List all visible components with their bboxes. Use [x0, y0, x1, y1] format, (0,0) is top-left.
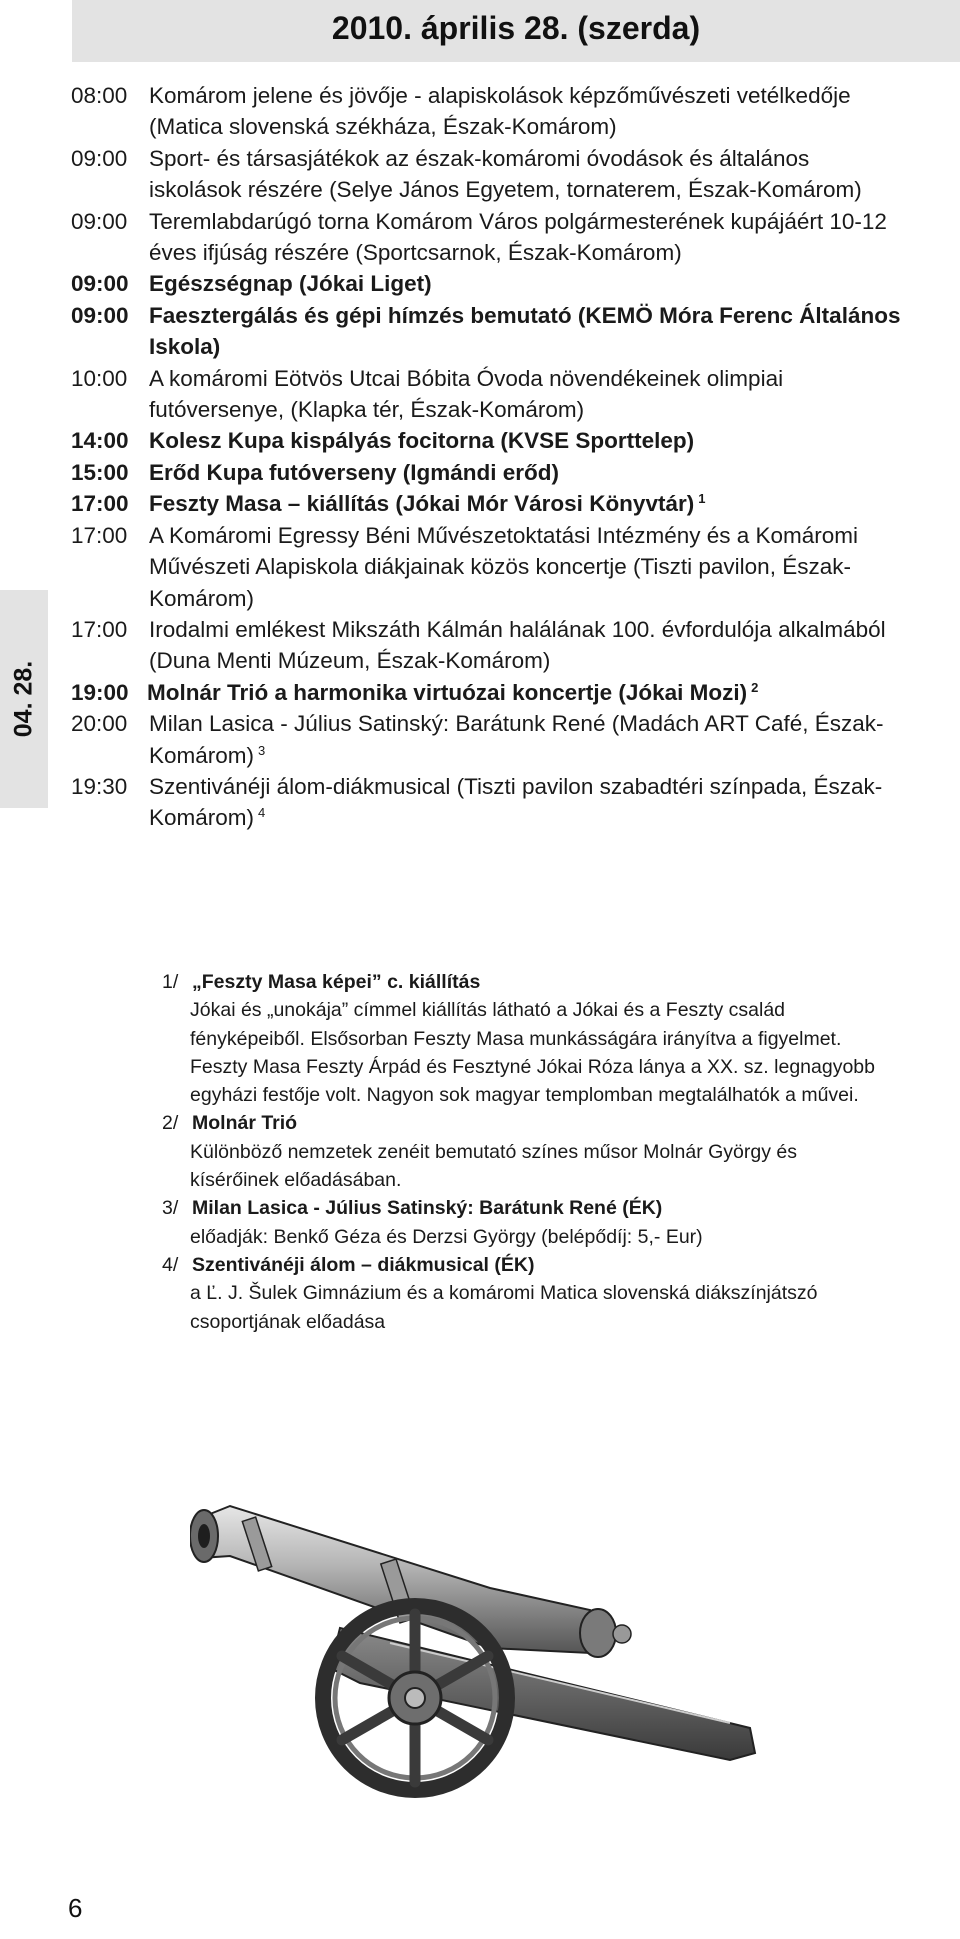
- schedule-entry: [71, 206, 901, 269]
- cannon-illustration: [190, 1478, 770, 1798]
- event-schedule: [71, 80, 901, 834]
- entry-text: Teremlabdarúgó torna Komárom Város polgármesterének kupájáért 10-12 éves ifjúság részére (Sportcsarnok, Észak-Komárom): [149, 208, 887, 266]
- side-date-tab: [0, 590, 48, 808]
- schedule-entry: [71, 457, 901, 488]
- entry-text: Irodalmi emlékest Mikszáth Kálmán halálának 100. évfordulója alkalmából (Duna Menti Múzeum, Észak-Komárom): [149, 616, 886, 674]
- footnote: [162, 1251, 882, 1336]
- entry-text: A komáromi Eötvös Utcai Bóbita Óvoda növendékeinek olimpiai futóversenye, (Klapka tér, Észak-Komárom): [149, 365, 784, 423]
- entry-text: Szentivánéji álom-diákmusical (Tiszti pavilon szabadtéri színpada, Észak-Komárom): [149, 773, 883, 831]
- entry-time: 09:00: [71, 302, 129, 328]
- schedule-entry: [71, 143, 901, 206]
- footnote-title: Milan Lasica - Július Satinský: Barátunk René (ÉK): [192, 1197, 663, 1220]
- entry-time: 10:00: [71, 365, 128, 391]
- entry-time: 17:00: [71, 491, 129, 517]
- page-title: 2010. április 28. (szerda): [331, 10, 701, 46]
- schedule-entry: [71, 300, 901, 363]
- entry-text: Komárom jelene és jövője - alapiskolások képzőművészeti vetélkedője (Matica slovenská székháza, Észak-Komárom): [149, 83, 851, 140]
- schedule-entry: [71, 708, 901, 771]
- footnote-title: Szentivánéji álom – diákmusical (ÉK): [192, 1253, 535, 1276]
- schedule-entry: [71, 771, 901, 834]
- entry-time: 14:00: [71, 428, 129, 454]
- footnote-ref: 4: [258, 805, 266, 821]
- entry-text: Feszty Masa – kiállítás (Jókai Mór Városi Könyvtár): [149, 491, 695, 517]
- footnote-number: 3/: [162, 1197, 179, 1220]
- schedule-entry: [71, 520, 901, 614]
- footnote: [162, 1194, 882, 1251]
- entry-time: 19:00: [71, 679, 129, 705]
- entry-text: Faesztergálás és gépi hímzés bemutató (KEMÖ Móra Ferenc Általános Iskola): [149, 302, 901, 360]
- footnote-ref: 2: [751, 679, 759, 695]
- schedule-entry: [71, 80, 901, 143]
- schedule-entry: [71, 677, 901, 708]
- schedule-entry: [71, 425, 901, 456]
- side-date-label: 04. 28.: [9, 660, 38, 738]
- entry-time: 17:00: [71, 616, 128, 642]
- footnote-body: a Ľ. J. Šulek Gimnázium és a komáromi Matica slovenská diákszínjátszó csoportjának előadása: [190, 1282, 818, 1333]
- entry-text: Molnár Trió a harmonika virtuózai koncertje (Jókai Mozi): [147, 679, 748, 705]
- footnotes: [162, 968, 882, 1336]
- footnote-ref: 3: [258, 742, 266, 758]
- entry-time: 17:00: [71, 522, 128, 548]
- page-number: 6: [68, 1893, 83, 1923]
- entry-time: 19:30: [71, 773, 128, 799]
- entry-text: Egészségnap (Jókai Liget): [149, 271, 432, 297]
- footnote-title: „Feszty Masa képei” c. kiállítás: [192, 971, 481, 993]
- footnote-ref: 1: [698, 491, 706, 507]
- footnote: [162, 968, 882, 1109]
- entry-time: 09:00: [71, 208, 128, 234]
- entry-text: A Komáromi Egressy Béni Művészetoktatási Intézmény és a Komáromi Művészeti Alapiskola diákjainak közös koncertje (Tiszti pavilon, Észak-Komárom): [149, 522, 859, 611]
- schedule-entry: [71, 488, 901, 519]
- schedule-entry: [71, 363, 901, 426]
- entry-text: Sport- és társasjátékok az észak-komáromi óvodások és általános iskolások részére (Selye János Egyetem, tornaterem, Észak-Komárom): [149, 145, 862, 203]
- footnote-body: Különböző nemzetek zenéit bemutató színes műsor Molnár György és kísérőinek előadásában.: [190, 1140, 797, 1192]
- footnote-body: előadják: Benkő Géza és Derzsi György (belépődíj: 5,- Eur): [190, 1225, 703, 1248]
- entry-time: 20:00: [71, 711, 128, 737]
- footnote-title: Molnár Trió: [192, 1112, 298, 1135]
- entry-text: Erőd Kupa futóverseny (Igmándi erőd): [149, 459, 560, 485]
- footnote-number: 4/: [162, 1253, 179, 1276]
- entry-time: 09:00: [71, 271, 129, 297]
- entry-time: 09:00: [71, 145, 128, 171]
- footnote-body: Jókai és „unokája” címmel kiállítás látható a Jókai és a Feszty család fényképeiből. Elsősorban Feszty Masa munkásságára irányítva a figyelmet. Feszty Masa Feszty Árpád és Fesztyné Jókai Róza lánya a XX. sz. legnagyobb egyházi festője volt. Nagyon sok magyar templomban megtalálhatók a művei.: [190, 999, 875, 1107]
- schedule-entry: [71, 268, 901, 299]
- entry-time: 15:00: [71, 459, 129, 485]
- entry-time: 08:00: [71, 83, 128, 108]
- footnote-number: 2/: [162, 1112, 179, 1135]
- footnote: [162, 1109, 882, 1194]
- entry-text: Milan Lasica - Július Satinský: Barátunk René (Madách ART Café, Észak-Komárom): [149, 711, 884, 768]
- entry-text: Kolesz Kupa kispályás focitorna (KVSE Sporttelep): [149, 428, 695, 454]
- date-header: [72, 0, 960, 62]
- footnote-number: 1/: [162, 971, 179, 993]
- schedule-entry: [71, 614, 901, 677]
